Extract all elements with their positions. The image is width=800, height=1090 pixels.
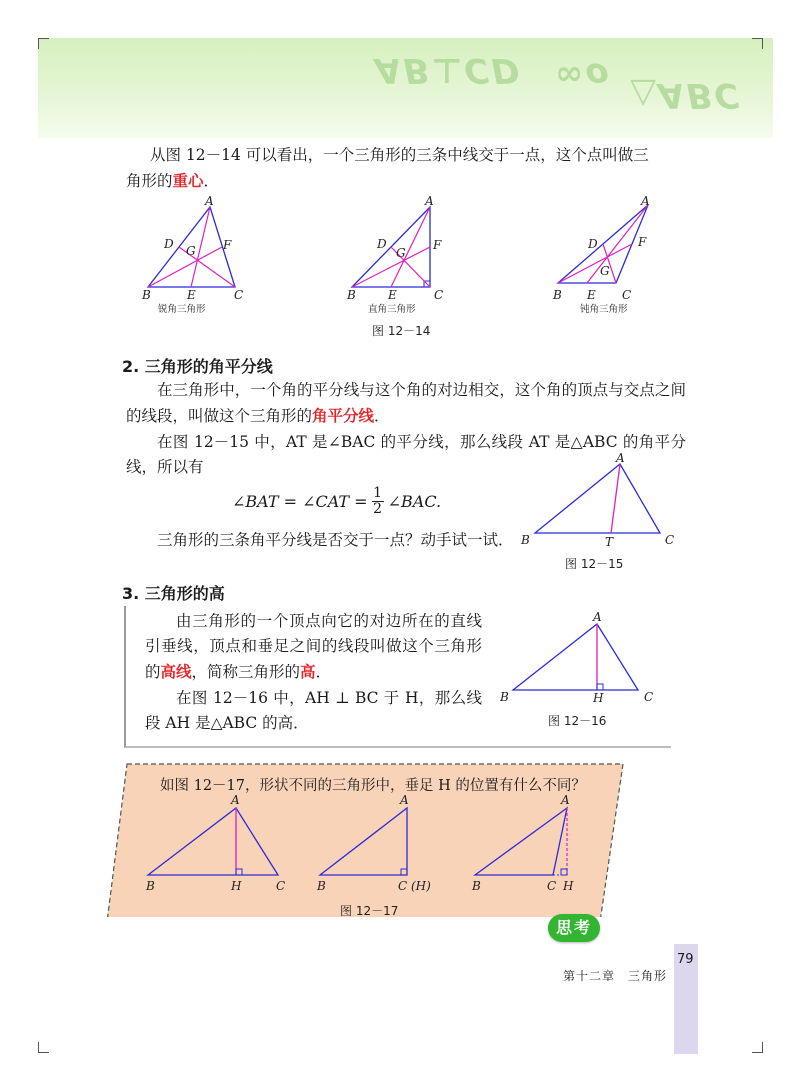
svg-text:A: A: [400, 793, 409, 807]
triangle-caption: 钝角三角形: [580, 304, 628, 315]
svg-text:B: B: [146, 879, 155, 893]
text: 从图 12－14 可以看出，一个三角形的三条中线交于一点，这个点叫做三: [150, 146, 649, 164]
crop-mark: [38, 1042, 49, 1053]
text: ，简称三角形的: [191, 663, 301, 681]
formula-right: ∠BAC.: [387, 492, 442, 511]
altitude-example: 在图 12－16 中，AH ⊥ BC 于 H，那么线段 AH 是△ABC 的高．: [145, 689, 482, 732]
svg-text:C: C: [276, 879, 286, 893]
svg-text:E: E: [587, 288, 596, 302]
term-centroid: 重心: [172, 171, 204, 190]
svg-text:B: B: [500, 690, 509, 704]
svg-text:C: C: [622, 288, 632, 302]
chapter-title: 第十二章 三角形: [563, 969, 668, 983]
svg-text:F: F: [638, 235, 647, 249]
figure-12-17: [130, 790, 610, 900]
text: ．: [203, 172, 220, 190]
svg-text:C: C: [547, 879, 557, 893]
think-question: 如图 12－17，形状不同的三角形中，垂足 H 的位置有什么不同？: [160, 778, 586, 794]
svg-text:A: A: [205, 195, 214, 208]
figure-12-14: [130, 195, 670, 340]
centroid-paragraph: [126, 143, 685, 194]
svg-text:C: C: [234, 288, 244, 302]
angle-bisector-formula: [232, 486, 441, 517]
fraction-half: [372, 486, 384, 517]
figure-caption: 图 12－15: [565, 557, 624, 571]
figure-12-15: [515, 450, 690, 550]
formula-left: ∠BAT = ∠CAT =: [232, 492, 368, 511]
svg-text:A: A: [561, 793, 570, 807]
angle-bisector-paragraph: [126, 378, 686, 429]
svg-text:A: A: [641, 195, 650, 208]
svg-text:F: F: [433, 238, 442, 252]
svg-text:H: H: [593, 691, 604, 705]
svg-text:C (H): C (H): [398, 879, 431, 893]
triangle-caption: 锐角三角形: [158, 304, 206, 315]
text: 在三角形中，一个角的平分线与这个角的对边相交，这个角的顶点与交点之间的线段，叫做这个三角形的: [126, 381, 686, 425]
svg-text:D: D: [164, 237, 174, 251]
svg-text:E: E: [388, 288, 397, 302]
term-altitude: 高: [300, 662, 316, 681]
triangle-caption: 直角三角形: [368, 304, 416, 315]
figure-caption: 图 12－14: [372, 324, 431, 338]
section-heading: 3. 三角形的高: [122, 584, 225, 603]
svg-text:A: A: [231, 793, 240, 807]
svg-text:A: A: [425, 195, 434, 208]
angle-bisector-example: 在图 12－15 中，AT 是∠BAC 的平分线，那么线段 AT 是△ABC 的角平分线，所以有: [126, 433, 686, 476]
text: 角形的: [126, 172, 173, 190]
crop-mark: [752, 38, 763, 49]
page-number: 79: [677, 952, 694, 967]
section-heading: 2. 三角形的角平分线: [122, 357, 273, 376]
svg-text:G: G: [186, 244, 196, 258]
svg-text:F: F: [223, 238, 232, 252]
obtuse-triangle: [552, 195, 650, 315]
banner-decoration: AB⊥CD: [375, 50, 522, 90]
acute-triangle: [141, 195, 243, 315]
text: ．: [315, 663, 332, 681]
fraction-denominator: 2: [373, 501, 383, 517]
svg-text:B: B: [553, 288, 562, 302]
svg-text:A: A: [616, 451, 625, 465]
term-altitude-line: 高线: [160, 662, 192, 681]
think-badge: 思考: [548, 914, 600, 942]
right-triangle: [346, 195, 443, 315]
svg-text:H: H: [231, 879, 242, 893]
banner-decoration: △ABC: [630, 75, 742, 115]
svg-text:B: B: [521, 533, 530, 547]
altitude-definition: [145, 609, 482, 685]
text: ．: [374, 407, 390, 425]
figure-caption: 图 12－16: [548, 714, 607, 728]
svg-text:D: D: [588, 237, 598, 251]
svg-text:T: T: [605, 535, 614, 549]
svg-text:B: B: [472, 879, 481, 893]
bisector-question: 三角形的三条角平分线是否交于一点？动手试一试．: [157, 531, 514, 549]
figure-12-16: [495, 610, 665, 705]
term-angle-bisector: 角平分线: [312, 406, 375, 425]
svg-text:C: C: [644, 690, 654, 704]
svg-text:B: B: [142, 288, 151, 302]
figure-caption: 图 12－17: [340, 904, 399, 918]
svg-text:H: H: [563, 879, 574, 893]
svg-text:B: B: [317, 879, 326, 893]
svg-text:C: C: [434, 288, 444, 302]
svg-text:D: D: [377, 237, 387, 251]
banner-decoration: ∞o: [555, 55, 611, 95]
svg-text:G: G: [600, 264, 610, 278]
crop-mark: [752, 1042, 763, 1053]
svg-text:C: C: [665, 533, 675, 547]
svg-text:A: A: [593, 610, 602, 624]
fraction-numerator: 1: [373, 485, 383, 501]
crop-mark: [38, 38, 49, 49]
svg-text:E: E: [187, 288, 196, 302]
text: 由三角形的一个顶点向它的对边所在的直线引垂线，顶点和垂足之间的线段叫做这个三角形的: [145, 612, 482, 681]
svg-text:B: B: [347, 288, 356, 302]
svg-text:G: G: [396, 246, 406, 260]
